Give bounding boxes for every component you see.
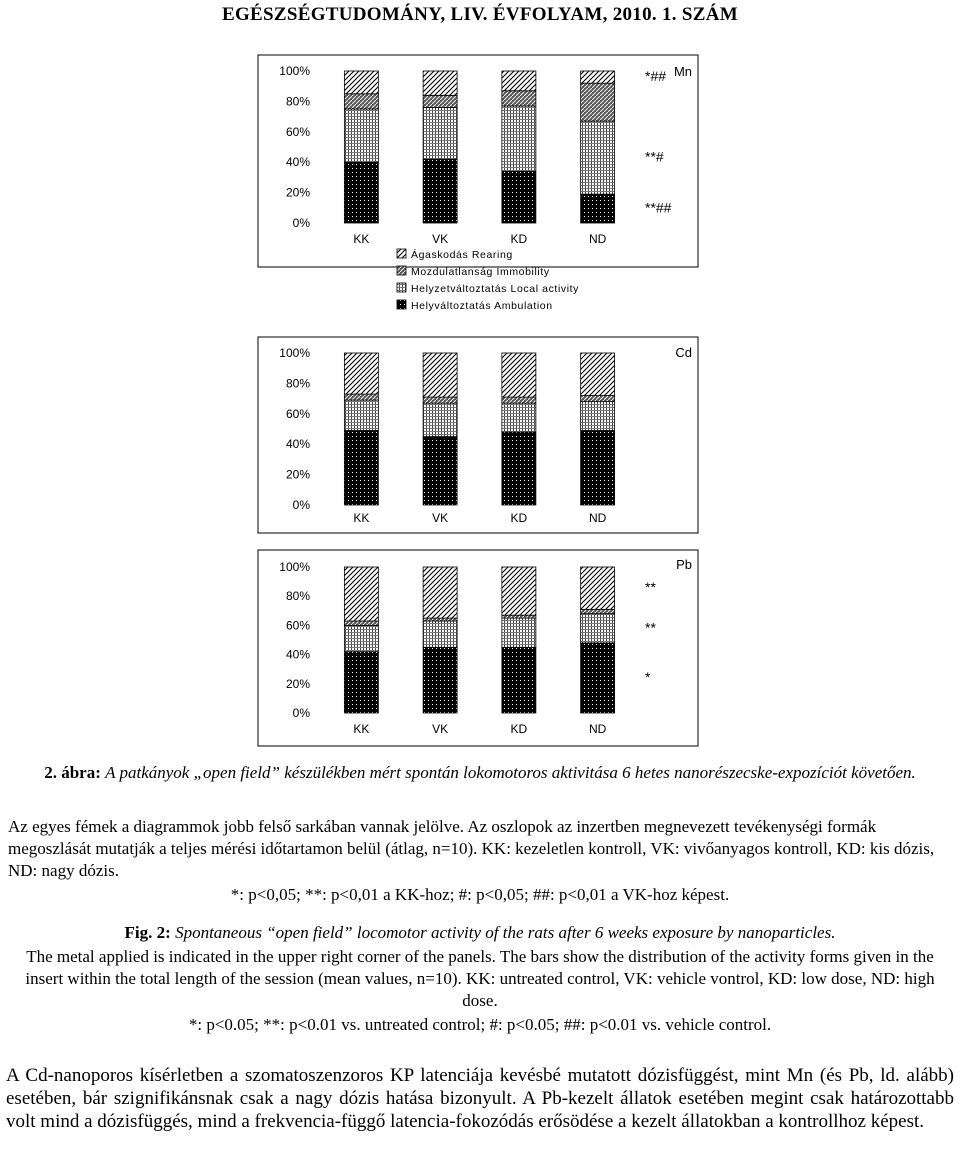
caption-en-significance: *: p<0.05; **: p<0.01 vs. untreated control; #: p<0.05; ##: p<0.01 vs. vehicle control. [188, 1015, 772, 1034]
caption-hu-description: Az egyes fémek a diagrammok jobb felső sarkában vannak jelölve. Az oszlopok az inzertben megnevezett tevékenységi formák megoszlását mutatják a teljes mérési időtartamon belül (átlag, n=10). KK: kezeletlen kontroll, VK: vivőanyagos kontroll, KD: kis dózis, ND: nagy dózis. [8, 817, 935, 880]
bar-segment [423, 107, 457, 159]
caption-en-title-block [0, 922, 960, 944]
bar-segment [502, 91, 536, 106]
metal-label: Cd [675, 345, 692, 360]
bar-segment [344, 652, 378, 713]
bar-segment [581, 431, 615, 505]
bar-segment [502, 106, 536, 171]
metal-label: Pb [676, 557, 692, 572]
bar-segment [581, 614, 615, 643]
bar-segment [423, 397, 457, 403]
y-tick-label: 100% [279, 560, 310, 574]
y-tick-label: 60% [285, 618, 310, 633]
chart-panel-mn [258, 55, 698, 267]
panel-frame [258, 550, 698, 746]
bar-segment [344, 109, 378, 162]
caption-en-description: The metal applied is indicated in the upper right corner of the panels. The bars show the distribution of the activity forms given in the insert within the total length of the session (mean values, n=10). KK: untreated control, VK: vehicle vontrol, KD: low dose, ND: high dose. [25, 947, 935, 1010]
x-tick-label: KD [510, 511, 528, 525]
y-tick-label: 40% [285, 437, 310, 452]
bar-segment [581, 643, 615, 713]
panel-frame [258, 337, 698, 533]
bar-segment [502, 71, 536, 91]
significance-annotation: ** [645, 579, 656, 596]
bar-segment [581, 121, 615, 194]
caption-hu-label: 2. ábra: [44, 763, 101, 782]
x-tick-label: KK [353, 232, 370, 246]
bar-segment [502, 567, 536, 615]
x-tick-label: VK [432, 511, 449, 525]
bar-segment [344, 71, 378, 94]
legend-swatch [397, 300, 406, 309]
bar-segment [502, 432, 536, 505]
x-tick-label: ND [588, 232, 607, 246]
y-tick-label: 80% [285, 376, 310, 391]
y-tick-label: 60% [285, 124, 310, 139]
y-tick-label: 40% [285, 155, 310, 170]
significance-annotation: **## [645, 199, 672, 216]
bar-segment [423, 437, 457, 505]
legend-entry: Mozdulatlanság Immobility [411, 266, 550, 278]
bar-segment [502, 647, 536, 713]
y-tick-label: 80% [285, 589, 310, 604]
bar-segment [423, 567, 457, 618]
bar-segment [344, 625, 378, 651]
y-tick-label: 100% [279, 64, 310, 78]
bar-segment [344, 162, 378, 223]
legend-swatch [397, 283, 406, 292]
bar-segment [581, 71, 615, 83]
metal-label: Mn [673, 64, 692, 79]
bar-segment [581, 402, 615, 431]
bar-segment [581, 567, 615, 609]
x-tick-label: KD [510, 232, 528, 246]
x-tick-label: KD [510, 722, 528, 736]
bar-segment [423, 647, 457, 713]
caption-hu-title-block [0, 762, 960, 784]
significance-annotation: * [645, 668, 651, 685]
bar-segment [423, 621, 457, 647]
caption-hu-title: A patkányok „open field” készülékben mért spontán lokomotoros aktivitása 6 hetes nanorészecske-expozíciót követően. [105, 763, 916, 782]
caption-hu-significance: *: p<0,05; **: p<0,01 a KK-hoz; #: p<0,05; ##: p<0,01 a VK-hoz képest. [230, 885, 730, 904]
y-tick-label: 0% [292, 216, 310, 230]
y-tick-label: 60% [285, 406, 310, 421]
y-tick-label: 40% [285, 647, 310, 662]
chart-panel-cd [258, 337, 698, 533]
bar-segment [344, 431, 378, 505]
x-tick-label: VK [432, 722, 449, 736]
y-tick-label: 20% [285, 467, 310, 482]
bar-segment [423, 95, 457, 107]
caption-en-title: Spontaneous “open field” locomotor activity of the rats after 6 weeks exposure by nanoparticles. [175, 923, 836, 942]
legend-swatch [397, 249, 406, 258]
bar-segment [423, 159, 457, 223]
legend-entry: Helyzetváltoztatás Local activity [411, 283, 580, 295]
x-tick-label: ND [588, 511, 607, 525]
bar-segment [344, 567, 378, 621]
y-tick-label: 80% [285, 94, 310, 109]
legend-entry: Helyváltoztatás Ambulation [411, 300, 553, 312]
bar-segment [502, 353, 536, 397]
x-tick-label: ND [588, 722, 607, 736]
bar-segment [344, 394, 378, 400]
bar-segment [502, 397, 536, 403]
significance-annotation: ** [645, 619, 656, 636]
body-paragraph: A Cd-nanoporos kísérletben a szomatoszenzoros KP latenciája kevésbé mutatott dózisfüggést, mint Mn (és Pb, ld. alább) esetében, bár szignifikánsnak csak a nagy dózis hatása bizonyult. A Pb-kezelt állatok esetében megint csak határozottabb volt mind a dózisfüggés, mind a frekvencia-függő latencia-fokozódás erősödése a kezelt állatokban a kontrollhoz képest. [6, 1065, 954, 1132]
significance-annotation: **# [645, 148, 664, 165]
bar-segment [502, 615, 536, 618]
y-tick-label: 20% [285, 676, 310, 691]
y-tick-label: 0% [292, 498, 310, 512]
bar-segment [423, 353, 457, 397]
legend-entry: Ágaskodás Rearing [411, 249, 513, 261]
bar-segment [423, 403, 457, 436]
bar-segment [344, 621, 378, 625]
journal-header: EGÉSZSÉGTUDOMÁNY, LIV. ÉVFOLYAM, 2010. 1. SZÁM [221, 4, 738, 25]
y-tick-label: 0% [292, 706, 310, 720]
x-tick-label: KK [353, 511, 370, 525]
legend-swatch [397, 266, 406, 275]
bar-segment [581, 353, 615, 396]
bar-segment [344, 400, 378, 430]
panel-frame [258, 55, 698, 267]
x-tick-label: KK [353, 722, 370, 736]
bar-segment [344, 94, 378, 109]
bar-segment [581, 83, 615, 121]
bar-segment [581, 609, 615, 613]
chart-panel-pb [258, 550, 698, 746]
caption-en-label: Fig. 2: [124, 923, 171, 942]
bar-segment [502, 403, 536, 432]
bar-segment [502, 618, 536, 647]
bar-segment [423, 71, 457, 95]
y-tick-label: 100% [279, 346, 310, 360]
bar-segment [581, 396, 615, 402]
bar-segment [423, 618, 457, 621]
bar-segment [344, 353, 378, 394]
bar-segment [502, 171, 536, 223]
y-tick-label: 20% [285, 185, 310, 200]
bar-segment [581, 194, 615, 223]
x-tick-label: VK [432, 232, 449, 246]
significance-annotation: *## [645, 68, 667, 85]
